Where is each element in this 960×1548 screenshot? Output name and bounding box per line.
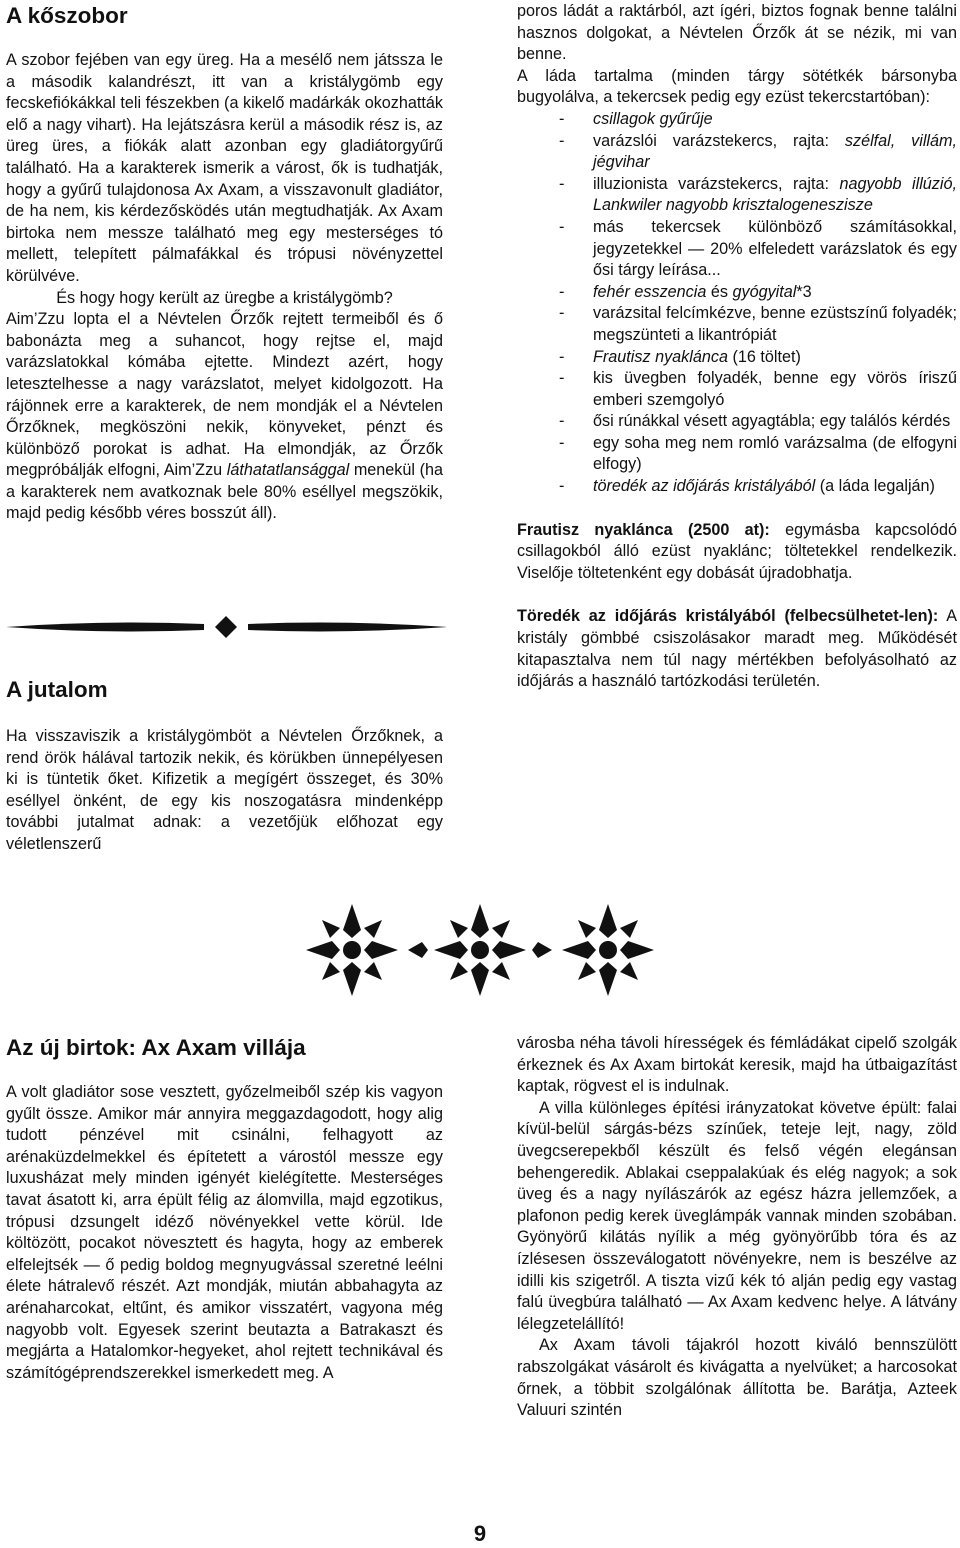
heading-koszobor: A kőszobor <box>6 3 128 28</box>
koszobor-paragraph-2: Aim’Zzu lopta el a Névtelen Őrzők rejtett termeiből és ő babonázta meg a suhancot, hogy rejtse el, majd varázslatokkal kómába ejtette. Mindezt azért, hogy letesztelhesse a nagy varázslatot, melyet kidolgozott. Ha rájönnek erre a karakterek, de nem mondják el a Névtelen Őrzőknek, megköszöni nekik, könyveket, pénzt és különböző porokat is adhat. Ha elmondják, az Őrzők megpróbálják elfogni, Aim’Zzu láthatatlansággal menekül (ha a karakterek nem avatkoznak bele 80% eséllyel megszökik, majd pedig később véres bosszút áll). <box>6 310 444 523</box>
left-top-column <box>6 2 443 525</box>
list-item: - más tekercsek különböző számításokkal, jegyzetekkel — 20% elfeledett varázslatok és egy ősi tárgy leírása... <box>559 217 957 280</box>
fleuron-ornament <box>300 888 660 1012</box>
list-item: - csillagok gyűrűje <box>559 109 713 128</box>
villa-paragraph: A volt gladiátor sose vesztett, győzelmeiből szép kis vagyon gyűlt össze. Amikor már annyira meggazdagodott, hogy alig tudott pénzével mit csinálni, felhagyott az arénaküzdelmekkel és építetett a várostól messze egy luxusházat mely minden igényét kielégítette. Mesterséges tavat ásatott ki, arra épült félig az álomvilla, majd egzotikus, trópusi dzsungelt idéző növényekkel vette körül. Ide költözött, pocakot növesztett és hagyta, hogy az emberek elfelejtsék — ő pedig boldog megnyugvással szeretné leélni élete hátralevő részét. Azt mondják, miután abbahagyta az arénaharcokat, eltűnt, és amikor visszatért, vagyona még nagyobb volt. Egyesek szerint beutazta a Batrakaszt és megjárta a Hatalomkor-hegyeket, ahol rejtett technikával és számítógéprendszerekkel ismerkedett meg. A <box>6 1083 443 1382</box>
list-item: - varázsital felcímkézve, benne ezüstszínű folyadék; megszünteti a likantrópiát <box>559 304 957 344</box>
toredek-description: Töredék az időjárás kristályából (felbecsülhetet-len): A kristály gömbbé csiszolásakor maradt meg. Működését kitapasztalva nem túl nagy mértékben befolyásolható az időjárás a használó tartózkodási területén. <box>517 607 958 691</box>
right-bottom-column <box>517 1033 957 1422</box>
lada-item-list <box>517 109 957 498</box>
list-item: - illuzionista varázstekercs, rajta: nagyobb illúzió, Lankwiler nagyobb krisztalogeneszisze <box>559 174 957 215</box>
list-item: - kis üvegben folyadék, benne egy vörös íriszű emberi szemgolyó <box>559 369 957 409</box>
frautisz-description: Frautisz nyaklánca (2500 at): egymásba kapcsolódó csillagokból álló ezüst nyaklánc; töltetekkel rendelkezik. Viselője töltetenként egy dobását újradobhatja. <box>517 520 958 582</box>
koszobor-paragraph: A szobor fejében van egy üreg. Ha a mesélő nem játssza le a második kalandrészt, itt van a kristálygömb egy fecskefiókákkal teli fészekben (a kikelő madárkák okozhatták elő a nagy vihart). Ha lejátszásra kerül a második rész is, az üreg üres, a fiókák alatt azonban egy gladiátorgyűrű található. Ha a karakterek ismerik a várost, ők is tudhatják, hogy a gyűrű tulajdonosa Ax Axam, a visszavonult gladiátor, de ha nem, kis kérdezősködés után megtudhatják. Ax Axam birtoka nem messze található meg egy mesterséges tó mellett, telepített pálmafákkal és trópusi növényzettel körülvéve. <box>6 51 443 285</box>
jutalom-paragraph: Ha visszaviszik a kristálygömböt a Névtelen Őrzőknek, a rend örök hálával tartozik nekik, és körükben ünnepélyesen ki is tüntetik őket. Kifizetik a megígért összeget, és 30% eséllyel önként, de egy kis noszogatásra mindenképp további jutalmat adnak: a vezetőjük előhozat egy véletlenszerű <box>6 727 443 853</box>
lada-content-paragraph: A láda tartalma (minden tárgy sötétkék bársonyba bugyolálva, a tekercsek pedig egy ezüst tekercstartóban): <box>517 66 957 107</box>
list-item: - egy soha meg nem romló varázsalma (de elfogyni elfogy) <box>559 433 957 474</box>
list-item: - varázslói varázstekercs, rajta: szélfal, villám, jégvihar <box>559 131 958 172</box>
heading-jutalom: A jutalom <box>6 677 108 702</box>
right-top-column <box>517 1 957 693</box>
divider-ornament <box>6 612 446 642</box>
villa-paragraph-cont: városba néha távoli hírességek és fémládákat cipelő szolgák érkeznek és Ax Axam birtokát keresik, majd ha útbaigazítást kaptak, rögvest el is indulnak. <box>517 1034 957 1096</box>
left-bottom-column <box>6 1034 443 1384</box>
list-item: - fehér esszencia és gyógyital*3 <box>559 282 812 301</box>
koszobor-question: És hogy hogy került az üregbe a kristálygömb? <box>56 288 393 307</box>
list-item: - töredék az időjárás kristályából (a láda legalján) <box>559 477 935 496</box>
list-item: - Frautisz nyaklánca (16 töltet) <box>559 347 801 366</box>
heading-uj-birtok: Az új birtok: Ax Axam villája <box>6 1035 306 1060</box>
left-mid-column <box>6 676 443 856</box>
lada-intro-paragraph: poros ládát a raktárból, azt ígéri, biztos fognak benne találni hasznos dolgokat, a Névtelen Őrzők át se nézik, mi van benne. <box>517 2 957 64</box>
list-item: - ősi rúnákkal vésett agyagtábla; egy találós kérdés <box>559 412 951 431</box>
villa-architecture-paragraph: A villa különleges építési irányzatokat követve épült: falai kívül-belül sárgás-bézs színűek, teteje lejt, nagy, zöld üvegcserepekből készült és felső végén elegánsan behengeredik. Ablakai cseppalakúak és elég nagyok; a sok üveg és a nagy nyílászárók az egész házra jellemzőek, a plafonon pedig kerek üveglámpák vannak minden szobában. Gyönyörű kilátás nyílik a még gyönyörűbb tóra és az ízlésesen összeválogatott növényekre, nem is beszélve az idilli kis szigetről. A tiszta vizű kék tó alján pedig egy vastag falú üvegbúra található — Ax Axam kedvenc helye. A látvány lélegzetelállító! <box>517 1098 957 1333</box>
villa-servants-paragraph: Ax Axam távoli tájakról hozott kiváló bennszülött rabszolgákat vásárolt és kivágatta a nyelvüket; a harcosokat őrnek, a többit szolgálónak állította be. Barátja, Azteek Valuuri szintén <box>517 1336 957 1420</box>
page-number: 9 <box>473 1521 487 1546</box>
